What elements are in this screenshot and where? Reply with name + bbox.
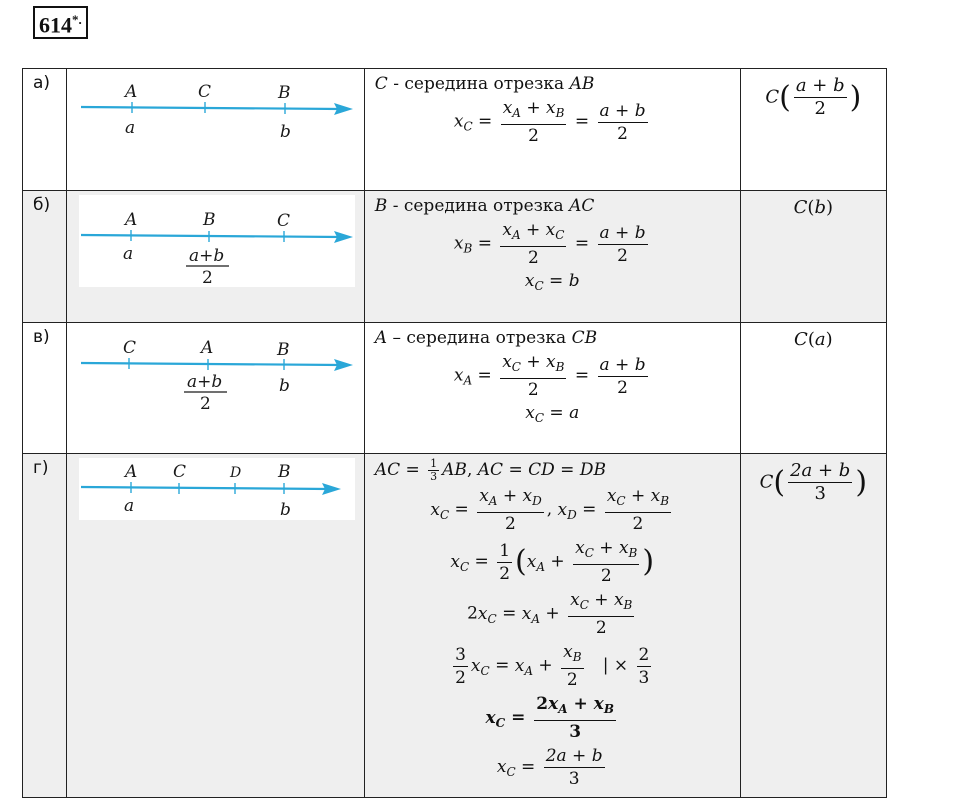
fraction: $\frac{a + b}{2}$: [599, 100, 646, 144]
coord-label: 2: [201, 268, 213, 287]
point-label: B: [277, 462, 291, 482]
number-line-axis: [81, 487, 329, 489]
point-label: B: [277, 83, 291, 103]
coord-label: a: [123, 496, 135, 516]
point-label: C: [197, 82, 211, 102]
number-line-svg: [79, 195, 355, 287]
fraction: $\frac{3}{2}$: [455, 644, 466, 688]
coord-label: a+b: [186, 372, 223, 392]
point-label: B: [202, 210, 216, 230]
coord-label: b: [279, 500, 291, 520]
fraction: $\frac{1}{2}$: [499, 540, 511, 584]
equation-line-1: $x_C$ = $\frac{x_A + x_D}{2}$ , $x_D$ = $\frac{x_C + x_B}{2}$: [430, 486, 670, 534]
solution-text: [365, 191, 740, 300]
fraction: $\frac{x_A + x_C}{2}$: [502, 220, 565, 268]
point-label: A: [124, 82, 138, 102]
fraction: $\frac{x_A + x_B}{2}$: [502, 98, 565, 146]
point-label: A: [200, 338, 214, 358]
answer: C(a): [794, 329, 833, 350]
row-label: б): [33, 195, 51, 215]
table-row-a: [23, 69, 887, 191]
problem-mark: *.: [72, 12, 82, 27]
coord-label: b: [278, 376, 290, 396]
problem-number: 614: [39, 12, 72, 38]
fraction: $\frac{a + b}{2}$: [599, 222, 646, 266]
midpoint-statement: A – середина отрезка CB: [374, 328, 598, 348]
fraction: $\frac{a + b}{2}$: [599, 354, 646, 398]
answer: C( $\frac{2a + b}{3}$ ): [759, 460, 868, 504]
coord-label: a: [122, 244, 134, 264]
equation-line-6: $x_C$ = $\frac{2a + b}{3}$: [496, 746, 603, 789]
point-label: C: [276, 211, 290, 231]
fraction: $\frac{x_A + x_D}{2}$: [479, 486, 542, 534]
coord-label: b: [279, 122, 291, 142]
number-line-axis: [81, 363, 341, 365]
equation-line-4: $\frac{3}{2}$ $x_C = x_A$ + $\frac{x_B}{2}$ | × $\frac{2}{3}$: [455, 642, 650, 690]
fraction: $\frac{2}{3}$: [638, 644, 650, 688]
fraction: $\frac{x_C + x_B}{2}$: [606, 486, 670, 534]
result-equation: $x_C = b$: [524, 271, 580, 293]
number-line-svg: [79, 458, 355, 520]
point-label: B: [276, 340, 290, 360]
equation-line-3: $2x_C = x_A$ + $\frac{x_C + x_B}{2}$: [467, 590, 633, 638]
solution-text: [365, 69, 740, 151]
number-line-figure: [79, 73, 355, 143]
point-label: A: [124, 462, 138, 482]
midpoint-statement: C - середина отрезка AB: [374, 74, 595, 94]
number-line-svg: [79, 73, 355, 143]
fraction: $\frac{x_C + x_B}{2}$: [502, 352, 565, 400]
number-line-figure: [79, 195, 355, 287]
row-label: в): [33, 327, 50, 347]
table-row-v: [23, 323, 887, 454]
midpoint-equation: $x_C$ = $\frac{x_A + x_B}{2}$ = $\frac{a + b}{2}$: [453, 98, 646, 146]
result-equation: $x_C = a$: [525, 403, 580, 425]
equation-line-2: $x_C$ = $\frac{1}{2}$ ($x_A$ + $\frac{x_C + x_B}{2}$ ): [450, 538, 655, 586]
point-label: C: [172, 462, 186, 482]
equation-line-5: $x_C$ = $\frac{2x_A + x_B}{3}$: [485, 694, 614, 742]
fraction: $\frac{x_C + x_B}{2}$: [570, 590, 633, 638]
midpoint-statement: B - середина отрезка AC: [374, 196, 595, 216]
answer: C( $\frac{a + b}{2}$ ): [765, 75, 862, 119]
point-label: A: [124, 210, 138, 230]
number-line-axis: [81, 235, 341, 237]
fraction: $\frac{2x_A + x_B}{3}$: [536, 694, 614, 742]
fraction: $\frac{x_C + x_B}{2}$: [575, 538, 638, 586]
number-line-figure: [79, 327, 355, 417]
solution-table: [22, 68, 887, 798]
table-row-g: [23, 454, 887, 798]
solution-text: [365, 323, 740, 432]
table-row-b: [23, 191, 887, 323]
coord-label: 2: [199, 394, 211, 414]
answer: C(b): [793, 197, 834, 218]
solution-text: [365, 454, 740, 794]
coord-label: a: [124, 118, 136, 138]
fraction: $\frac{2a + b}{3}$: [545, 746, 603, 789]
midpoint-equation: $x_A$ = $\frac{x_C + x_B}{2}$ = $\frac{a + b}{2}$: [453, 352, 646, 400]
problem-number-badge: [33, 6, 88, 39]
number-line-svg: [79, 327, 355, 417]
point-label: D: [229, 465, 242, 481]
row-label: г): [33, 458, 49, 478]
ratio-statement: AC = $\frac{1}{3}$ AB, AC = CD = DB: [374, 457, 606, 483]
midpoint-equation: $x_B$ = $\frac{x_A + x_C}{2}$ = $\frac{a + b}{2}$: [453, 220, 646, 268]
point-label: C: [122, 338, 136, 358]
number-line-figure: [79, 458, 355, 520]
row-label: а): [33, 73, 51, 93]
coord-label: a+b: [188, 246, 225, 266]
number-line-axis: [81, 107, 341, 109]
fraction: $\frac{x_B}{2}$: [563, 642, 582, 690]
